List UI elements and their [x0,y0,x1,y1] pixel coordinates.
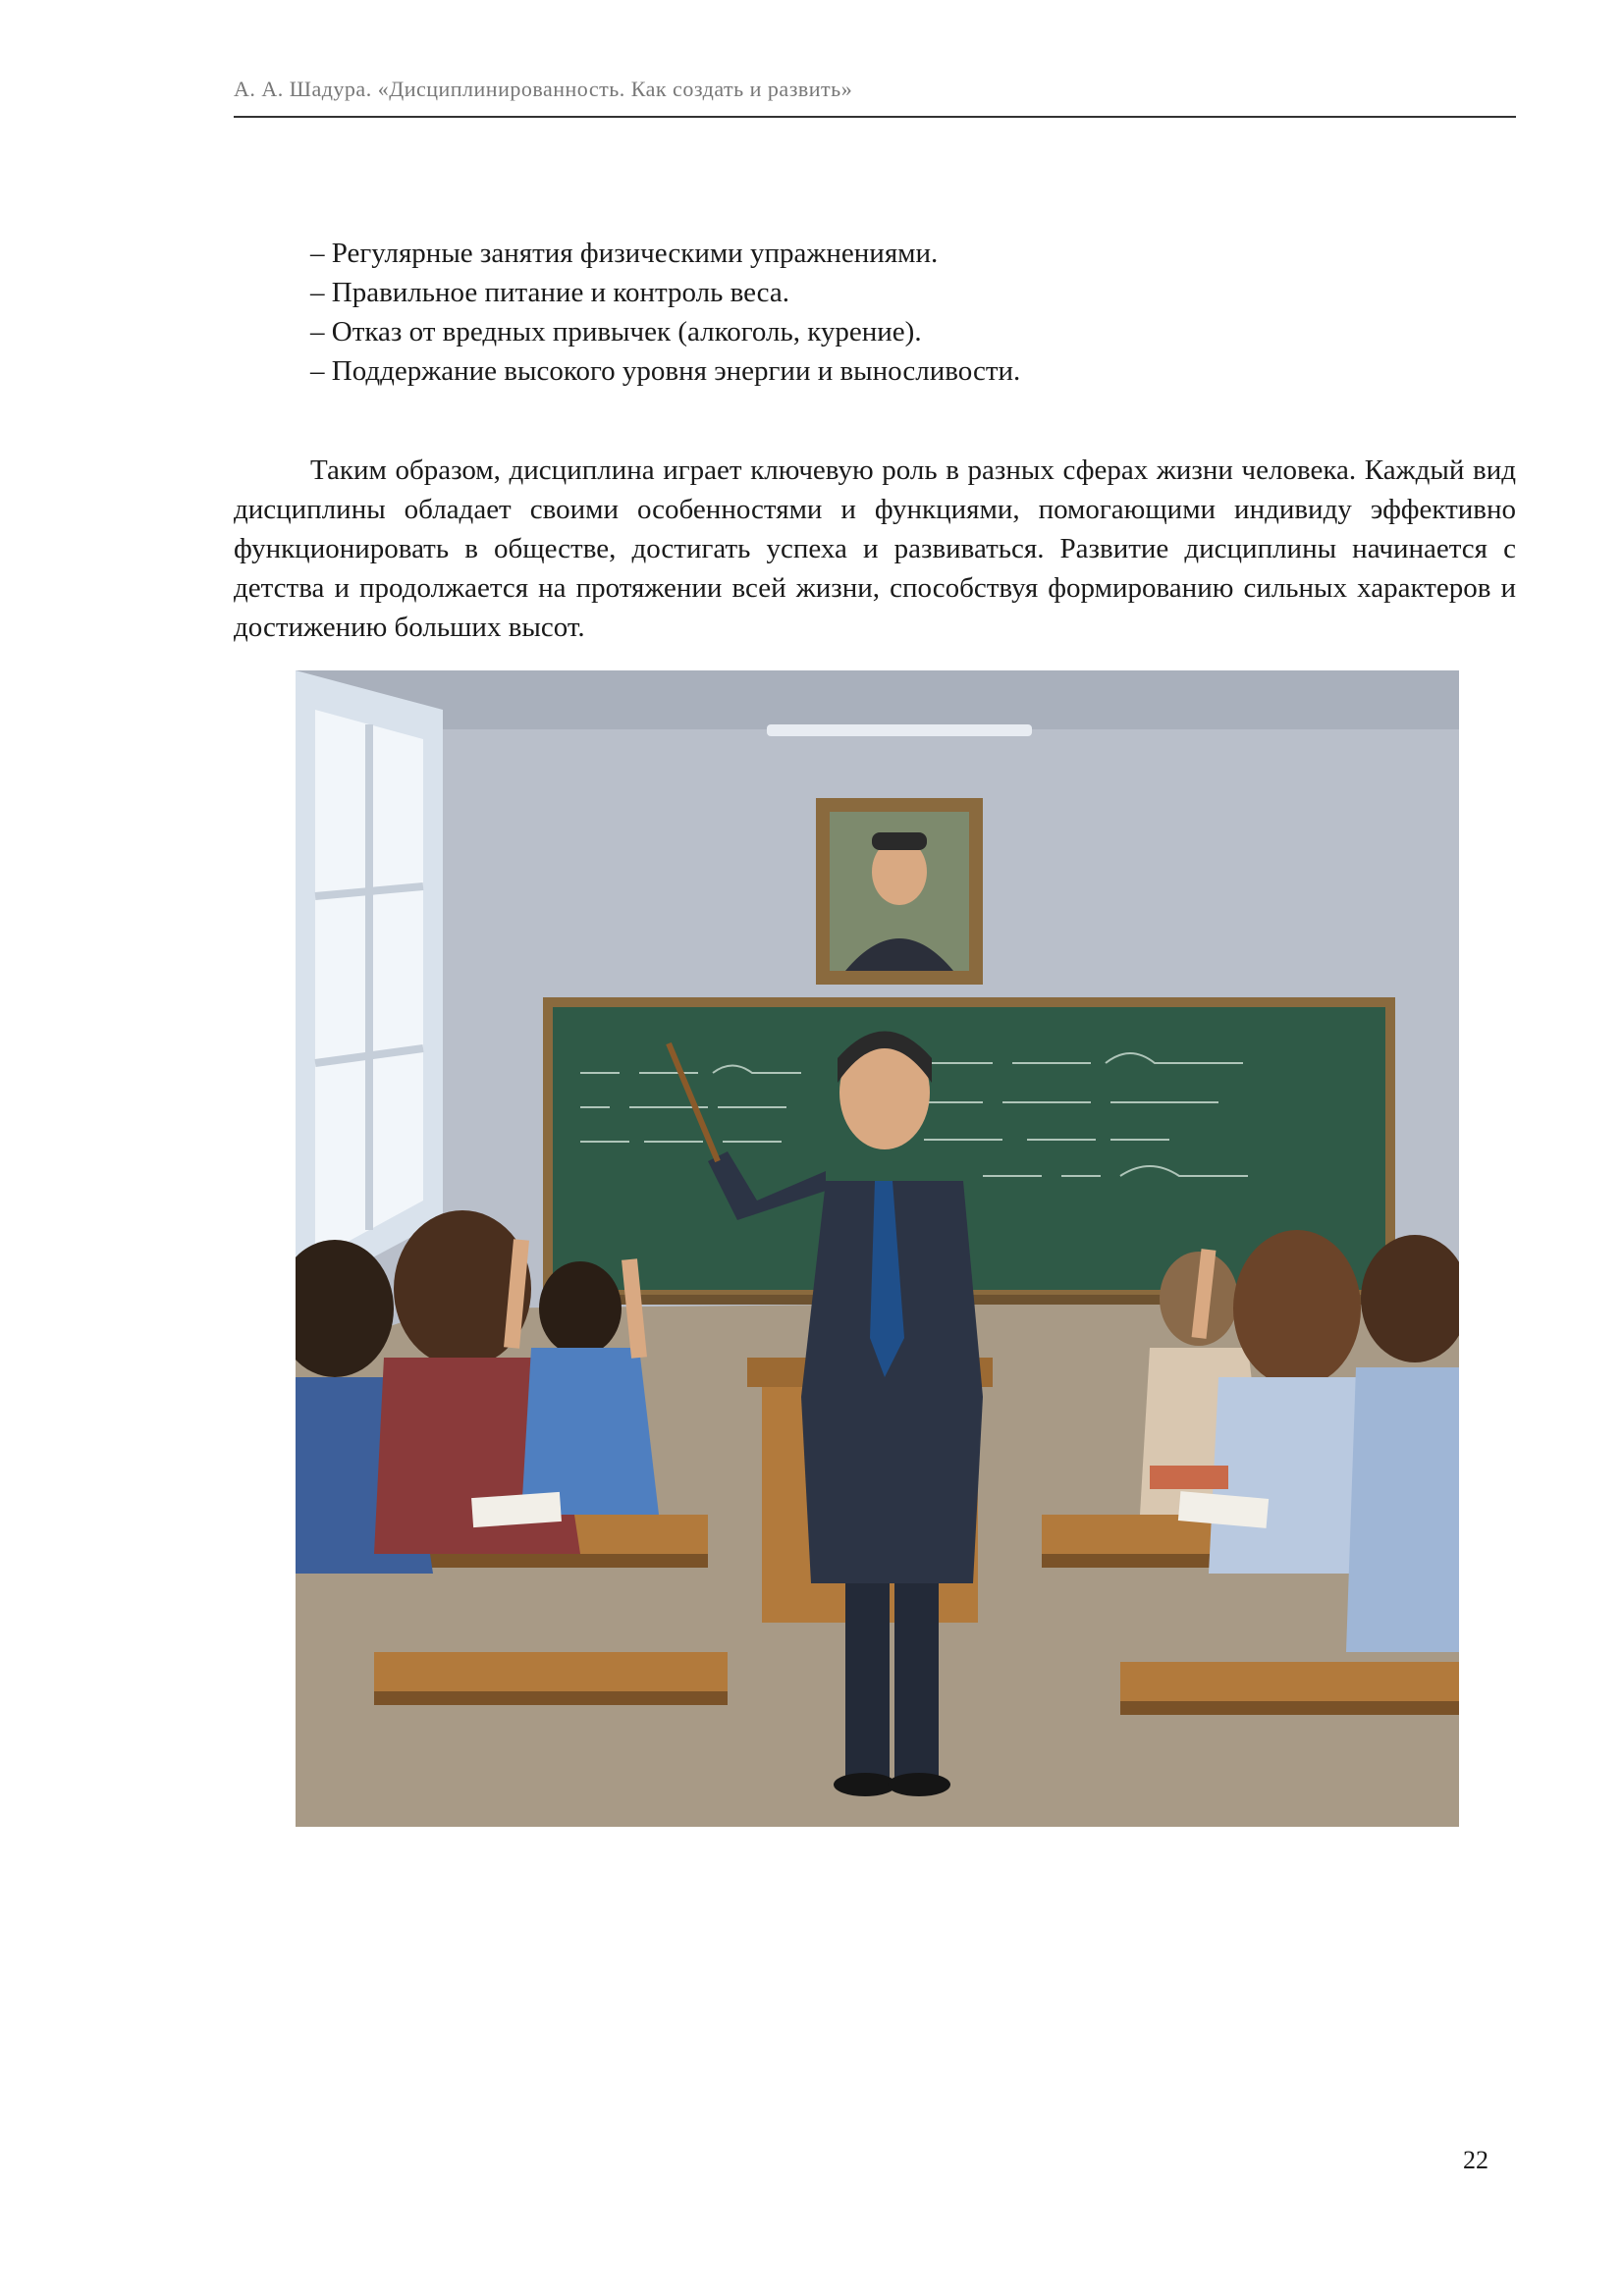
running-header [234,77,1516,118]
bullet-item: – Поддержание высокого уровня энергии и выносливости. [310,355,1021,387]
running-title: А. А. Шадура. «Дисциплинированность. Как создать и развить» [234,77,853,101]
bullet-item: – Регулярные занятия физическими упражнениями. [310,238,939,269]
bullet-list [310,234,1488,391]
classroom-illustration [296,670,1459,1827]
summary-paragraph: Таким образом, дисциплина играет ключевую роль в разных сферах жизни человека. Каждый вид дисциплины обладает своими особенностями и функциями, помогающими индивиду эффективно функционировать в обществе, достигать успеха и развиваться. Развитие дисциплины начинается с детства и продолжается на протяжении всей жизни, способствуя формированию сильных характеров и достижению больших высот. [234,454,1516,643]
classroom-scene [296,670,1459,1827]
page-number: 22 [1463,2146,1488,2174]
bullet-item: – Отказ от вредных привычек (алкоголь, курение). [310,316,922,347]
bullet-item: – Правильное питание и контроль веса. [310,277,790,308]
